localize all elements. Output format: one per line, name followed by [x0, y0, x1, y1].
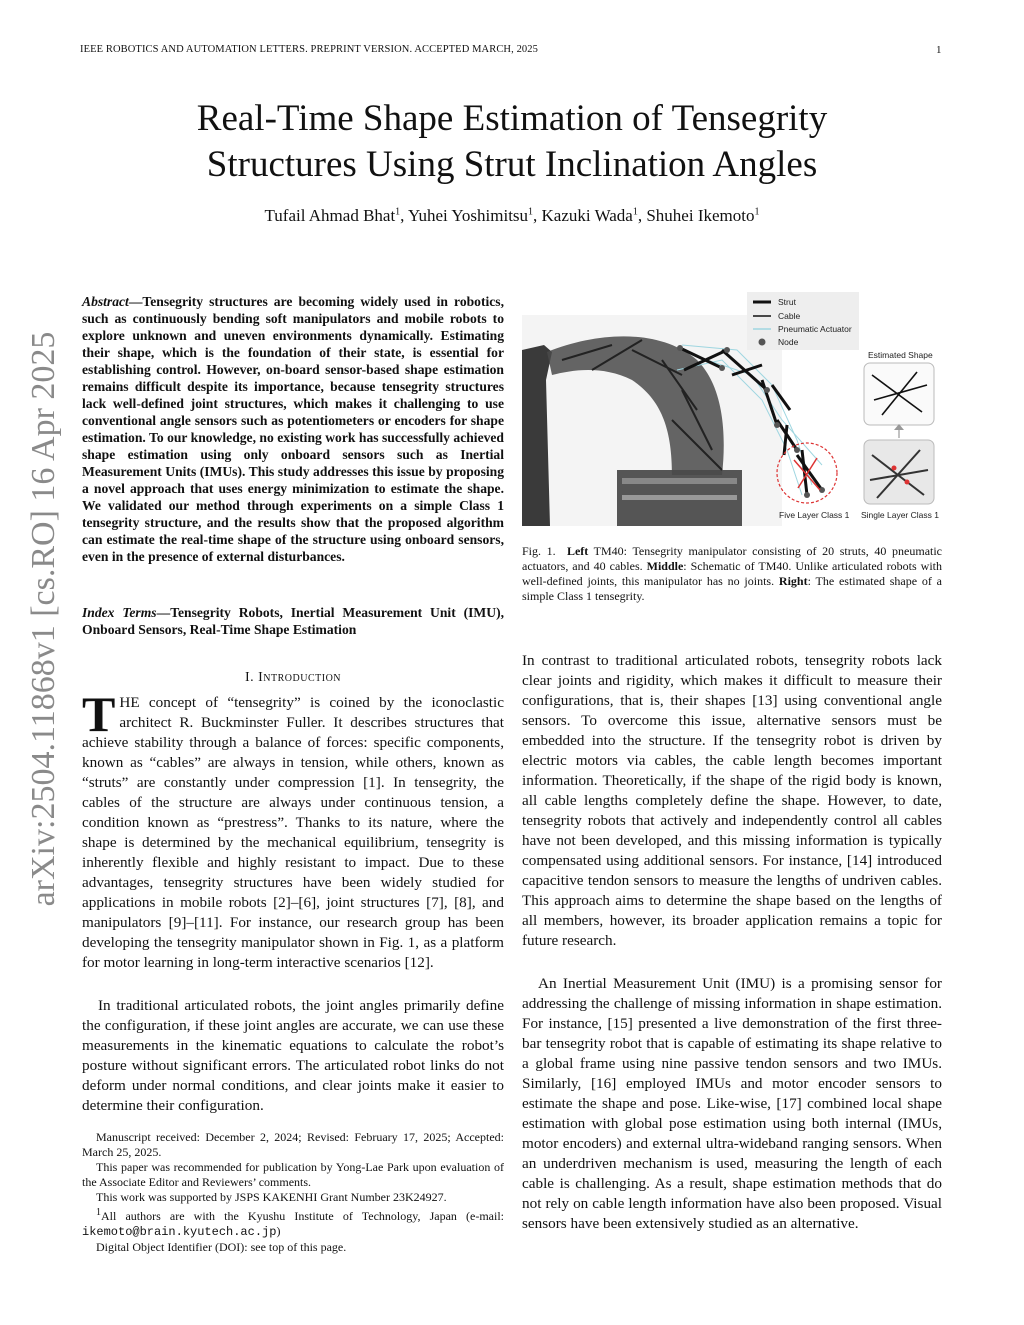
drop-cap: T: [82, 686, 116, 742]
operator-silhouette: [522, 345, 552, 526]
title-line-2: Structures Using Strut Inclination Angles: [206, 144, 818, 185]
section-heading: [82, 670, 504, 686]
author-list: Tufail Ahmad Bhat$^1$, Yuhei Yoshimitsu$^1$, Kazuki Wada$^1$, Shuhei Ikemoto$^1$: [264, 206, 760, 225]
base-rail: [622, 495, 737, 500]
author-name: Tufail Ahmad Bhat: [264, 206, 396, 225]
author-affiliation: 1: [632, 206, 638, 218]
base-rail: [622, 478, 737, 484]
paper-title: [0, 96, 1024, 188]
intro-p4-text: An Inertial Measurement Unit (IMU) is a promising sensor for addressing the challenge of missing information in shape estimation. For instance, [15] presented a live demonstration of the first three-bar tensegrity robot that is capable of estimating its shape relative to a global frame using nine passive tendon sensors and two IMUs. Similarly, [16] employed IMUs and motor encoder sensors to estimate the shape and pose. Like-wise, [17] combined local shape estimation with global pose estimation using both internal (IMUs, motor encoders) and external ultra-wideband ranging sensors. When an underdriven mechanism is used, measuring the length of each cable is challenging. As a result, shape estimation methods that do not rely on cable length information have also been proposed. Visual sensors have been extensively studied as an alternative.: [522, 975, 942, 1232]
caption-left-label: Left: [566, 544, 589, 558]
caption-middle-text: : Schematic of TM40. Unlike articulated robots with well-defined joints, this manipulator has no joints.: [522, 559, 943, 588]
intro-paragraph-1: [82, 686, 504, 973]
author-name: Shuhei Ikemoto: [646, 206, 755, 225]
author-name: Yuhei Yoshimitsu: [408, 206, 529, 225]
legend-actuator: Pneumatic Actuator: [778, 324, 852, 334]
label-estimated-shape: Estimated Shape: [868, 350, 933, 360]
footnote-recommended: This paper was recommended for publication by Yong-Lae Park upon evaluation of the Associate Editor and Reviewers’ comments.: [82, 1160, 504, 1189]
figure-1-graphic: [522, 290, 942, 526]
intro-paragraph-4: [522, 974, 942, 1234]
legend-strut: Strut: [778, 297, 796, 307]
section-title: Introduction: [258, 670, 342, 685]
intro-paragraph-2: [82, 996, 504, 1116]
title-line-1: Real-Time Shape Estimation of Tensegrity: [196, 98, 828, 139]
footnote-affiliation: $^1$All authors are with the Kyushu Institute of Technology, Japan (e-mail: ikemoto@brain.kyutech.ac.jp): [82, 1207, 504, 1239]
figure-1: [522, 290, 942, 526]
intro-p2-text: In traditional articulated robots, the joint angles primarily define the configuration, if these joint angles are accurate, we can use these measurements in the kinematic equations to calculate the robot’s posture without significant errors. The articulated robot links do not deform under normal conditions, and clear joints make it easier to determine their configuration.: [82, 997, 504, 1114]
caption-right-label: Right: [778, 574, 808, 588]
legend-node: Node: [778, 337, 799, 347]
footnotes: [82, 1130, 504, 1255]
legend-cable: Cable: [778, 311, 801, 321]
section-number: I.: [244, 670, 255, 685]
footnote-doi: Digital Object Identifier (DOI): see top of this page.: [96, 1240, 347, 1254]
abstract-text: —Tensegrity structures are becoming widely used in robotics, such as continuously bending soft manipulators and mobile robots to explore unknown and uneven environments dynamically. Estimating their shape, which is the foundation of their state, is essential for establishing control. However, on-board sensor-based shape estimation remains difficult despite its importance, because tensegrity structures lack well-defined joint structures, which makes it challenging to use conventional angle sensors such as potentiometers or encoders for shape estimation. To our knowledge, no existing work has successfully achieved shape estimation using only onboard sensors such as Inertial Measurement Units (IMUs). This study addresses this issue by proposing a novel approach that uses energy minimization to estimate the shape. We validated our method through experiments on a simple Class 1 tensegrity structure, and the results show that the proposed algorithm can estimate the real-time shape of the structure using onboard sensors, even in the presence of external disturbances.: [82, 294, 504, 564]
caption-right-text: : The estimated shape of a simple Class 1 tensegrity.: [522, 574, 942, 603]
caption-fig-label: Fig. 1.: [522, 544, 556, 558]
intro-paragraph-3: [522, 651, 942, 951]
figure-caption: [522, 544, 942, 604]
author-affiliation: 1: [754, 206, 760, 218]
abstract-label: Abstract: [82, 294, 129, 309]
abstract: [82, 293, 504, 565]
footnote-manuscript: Manuscript received: December 2, 2024; Revised: February 17, 2025; Accepted: March 25, 2025.: [82, 1130, 504, 1159]
label-five-layer: Five Layer Class 1: [779, 510, 850, 520]
label-single-layer: Single Layer Class 1: [861, 510, 939, 520]
intro-p1-text: HE concept of “tensegrity” is coined by the iconoclastic architect R. Buckminster Fuller. It describes structures that achieve stability through a balance of forces: specific components, known as “cables” are always in tension, while others, known as “struts” are constantly under compression [1]. In tensegrity, the cables of the structure are always under continuous tension, a condition known as “prestress”. Thanks to its nature, where the shape is determined by the mechanical equilibrium, tensegrity is inherently flexible and highly resistant to impact. Due to these advantages, tensegrity structures have been widely studied for applications in mobile robots [2]–[6], joint structures [7], [8], and manipulators [9]–[11]. For instance, our research group has been developing the tensegrity manipulator shown in Fig. 1, as a platform for motor learning in long-term interactive scenarios [12].: [82, 694, 504, 971]
author-affiliation: 1: [395, 206, 401, 218]
legend-node-swatch: [759, 339, 766, 346]
author-name: Kazuki Wada: [541, 206, 633, 225]
index-terms-text: —Tensegrity Robots, Inertial Measurement Unit (IMU), Onboard Sensors, Real-Time Shape Estimation: [82, 605, 504, 637]
intro-p3-text: In contrast to traditional articulated robots, tensegrity robots lack clear joints and rigidity, which makes it difficult to measure their configurations, that is, their shapes [13] using conventional angle sensors. To overcome this issue, alternative sensors must be embedded into the structure. If the tensegrity robot is driven by electric motors via cables, the cable length becomes important information. Theoretically, if the shape of the rigid body is known, all cable lengths completely define the shape. However, to date, tensegrity robots that actively and independently control all cables have not been developed, and this missing information is typically compensated using additional sensors. For instance, [14] introduced capacitive tendon sensors to measure the lengths of undriven cables. This approach aims to determine the shape based on the lengths of all members, however, its broader application remains a topic for future research.: [522, 652, 942, 949]
page-number: 1: [936, 44, 942, 56]
author-email[interactable]: ikemoto@brain.kyutech.ac.jp: [82, 1225, 277, 1239]
caption-middle-label: Middle: [646, 559, 684, 573]
arxiv-stamp-container: [14, 300, 74, 960]
index-terms: [82, 604, 504, 638]
index-terms-label: Index Terms: [82, 605, 157, 620]
author-affiliation: 1: [528, 206, 534, 218]
footnote-funding: This work was supported by JSPS KAKENHI Grant Number 23K24927.: [96, 1190, 447, 1204]
caption-left-text: TM40: Tensegrity manipulator consisting of 20 struts, 40 pneumatic actuators, and 40 cables.: [522, 544, 943, 573]
journal-header: IEEE ROBOTICS AND AUTOMATION LETTERS. PREPRINT VERSION. ACCEPTED MARCH, 2025: [80, 44, 538, 55]
arxiv-stamp: arXiv:2504.11868v1 [cs.RO] 16 Apr 2025: [25, 331, 62, 907]
